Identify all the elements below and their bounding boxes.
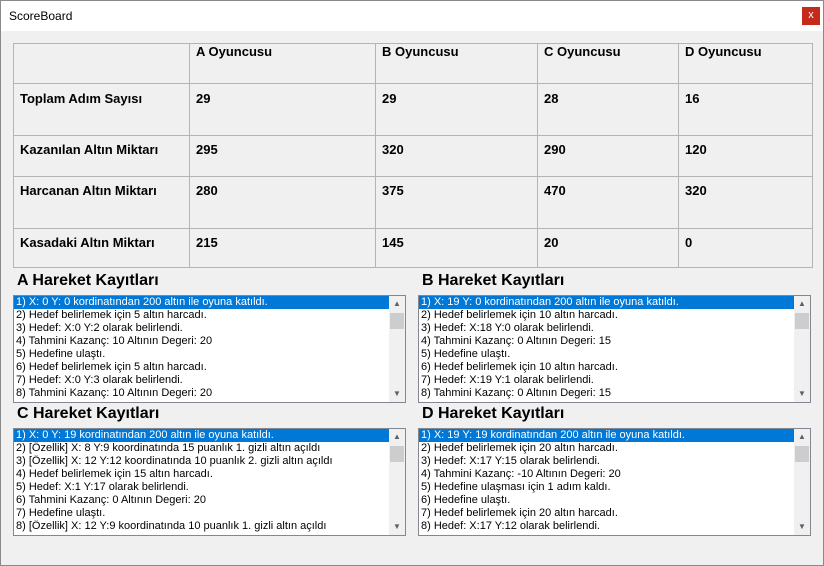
list-item[interactable]: 6) Hedef belirlemek için 5 altın harcadı. (16, 361, 207, 373)
table-row (14, 177, 813, 229)
row-label: Harcanan Altın Miktarı (14, 177, 190, 229)
cell-value: 29 (190, 84, 376, 136)
log-d-items (419, 429, 794, 533)
close-button[interactable]: x (802, 7, 820, 25)
log-c-items (14, 429, 389, 533)
header-player-b: B Oyuncusu (376, 44, 538, 84)
scroll-thumb[interactable] (390, 313, 404, 329)
cell-value: 375 (376, 177, 538, 229)
header-player-c: C Oyuncusu (538, 44, 679, 84)
log-a-listbox[interactable] (13, 295, 406, 403)
log-b-title: B Hareket Kayıtları (422, 272, 565, 289)
log-b-items (419, 296, 794, 400)
log-a-title: A Hareket Kayıtları (17, 272, 159, 289)
list-item[interactable]: 3) [Özellik] X: 12 Y:12 koordinatında 10 puanlık 2. gizli altın açıldı (16, 455, 333, 467)
list-item[interactable]: 2) Hedef belirlemek için 10 altın harcadı. (421, 309, 618, 321)
list-item[interactable]: 4) Tahmini Kazanç: 0 Altının Degeri: 15 (421, 335, 611, 347)
scroll-thumb[interactable] (795, 313, 809, 329)
log-c-scrollbar[interactable] (389, 429, 405, 535)
scroll-down-arrow-icon[interactable]: ▼ (393, 389, 401, 398)
list-item[interactable]: 4) Hedef belirlemek için 15 altın harcadı. (16, 468, 213, 480)
scroll-down-arrow-icon[interactable]: ▼ (393, 522, 401, 531)
list-item[interactable]: 6) Tahmini Kazanç: 0 Altının Degeri: 20 (16, 494, 206, 506)
list-item[interactable]: 1) X: 0 Y: 19 kordinatından 200 altın ile oyuna katıldı. (14, 429, 389, 442)
list-item[interactable]: 5) Hedefine ulaştı. (16, 348, 106, 360)
row-label: Kazanılan Altın Miktarı (14, 136, 190, 177)
cell-value: 28 (538, 84, 679, 136)
log-c-title: C Hareket Kayıtları (17, 405, 160, 422)
list-item[interactable]: 8) Tahmini Kazanç: 10 Altının Degeri: 20 (16, 387, 213, 399)
list-item[interactable]: 4) Tahmini Kazanç: -10 Altının Degeri: 20 (421, 468, 621, 480)
list-item[interactable]: 1) X: 19 Y: 19 kordinatından 200 altın ile oyuna katıldı. (419, 429, 794, 442)
row-label: Toplam Adım Sayısı (14, 84, 190, 136)
list-item[interactable]: 1) X: 0 Y: 0 kordinatından 200 altın ile oyuna katıldı. (14, 296, 389, 309)
header-player-d: D Oyuncusu (679, 44, 813, 84)
window-title: ScoreBoard (9, 9, 73, 23)
log-d-title: D Hareket Kayıtları (422, 405, 565, 422)
log-b-scrollbar[interactable] (794, 296, 810, 402)
log-a-scrollbar[interactable] (389, 296, 405, 402)
cell-value: 320 (376, 136, 538, 177)
scroll-up-arrow-icon[interactable]: ▲ (393, 299, 401, 308)
list-item[interactable]: 8) Hedef: X:17 Y:12 olarak belirlendi. (421, 520, 600, 532)
list-item[interactable]: 6) Hedefine ulaştı. (421, 494, 511, 506)
list-item[interactable]: 3) Hedef: X:17 Y:15 olarak belirlendi. (421, 455, 600, 467)
list-item[interactable]: 2) Hedef belirlemek için 20 altın harcadı. (421, 442, 618, 454)
list-item[interactable]: 6) Hedef belirlemek için 10 altın harcadı. (421, 361, 618, 373)
scroll-thumb[interactable] (390, 446, 404, 462)
list-item[interactable]: 5) Hedefine ulaşması için 1 adım kaldı. (421, 481, 611, 493)
cell-value: 16 (679, 84, 813, 136)
header-player-a: A Oyuncusu (190, 44, 376, 84)
score-table (13, 43, 813, 268)
list-item[interactable]: 5) Hedefine ulaştı. (421, 348, 511, 360)
title-bar (1, 1, 823, 31)
list-item[interactable]: 7) Hedefine ulaştı. (16, 507, 106, 519)
cell-value: 470 (538, 177, 679, 229)
list-item[interactable]: 2) [Özellik] X: 8 Y:9 koordinatında 15 puanlık 1. gizli altın açıldı (16, 442, 321, 454)
scroll-up-arrow-icon[interactable]: ▲ (393, 432, 401, 441)
table-header-row (14, 44, 813, 84)
log-a-items (14, 296, 389, 400)
list-item[interactable]: 3) Hedef: X:0 Y:2 olarak belirlendi. (16, 322, 183, 334)
cell-value: 0 (679, 229, 813, 268)
list-item[interactable]: 7) Hedef: X:0 Y:3 olarak belirlendi. (16, 374, 183, 386)
log-d-scrollbar[interactable] (794, 429, 810, 535)
cell-value: 320 (679, 177, 813, 229)
cell-value: 280 (190, 177, 376, 229)
list-item[interactable]: 2) Hedef belirlemek için 5 altın harcadı. (16, 309, 207, 321)
scroll-up-arrow-icon[interactable]: ▲ (798, 432, 806, 441)
list-item[interactable]: 8) [Özellik] X: 12 Y:9 koordinatında 10 puanlık 1. gizli altın açıldı (16, 520, 327, 532)
list-item[interactable]: 3) Hedef: X:18 Y:0 olarak belirlendi. (421, 322, 594, 334)
cell-value: 29 (376, 84, 538, 136)
cell-value: 290 (538, 136, 679, 177)
table-row (14, 136, 813, 177)
list-item[interactable]: 7) Hedef: X:19 Y:1 olarak belirlendi. (421, 374, 594, 386)
list-item[interactable]: 1) X: 19 Y: 0 kordinatından 200 altın ile oyuna katıldı. (419, 296, 794, 309)
scroll-down-arrow-icon[interactable]: ▼ (798, 389, 806, 398)
table-row (14, 84, 813, 136)
log-b-listbox[interactable] (418, 295, 811, 403)
header-empty (14, 44, 190, 84)
table-row (14, 229, 813, 268)
cell-value: 20 (538, 229, 679, 268)
list-item[interactable]: 7) Hedef belirlemek için 20 altın harcadı. (421, 507, 618, 519)
scroll-down-arrow-icon[interactable]: ▼ (798, 522, 806, 531)
scroll-up-arrow-icon[interactable]: ▲ (798, 299, 806, 308)
cell-value: 145 (376, 229, 538, 268)
cell-value: 120 (679, 136, 813, 177)
list-item[interactable]: 4) Tahmini Kazanç: 10 Altının Degeri: 20 (16, 335, 213, 347)
row-label: Kasadaki Altın Miktarı (14, 229, 190, 268)
log-c-listbox[interactable] (13, 428, 406, 536)
list-item[interactable]: 8) Tahmini Kazanç: 0 Altının Degeri: 15 (421, 387, 611, 399)
log-d-listbox[interactable] (418, 428, 811, 536)
scroll-thumb[interactable] (795, 446, 809, 462)
list-item[interactable]: 5) Hedef: X:1 Y:17 olarak belirlendi. (16, 481, 189, 493)
cell-value: 295 (190, 136, 376, 177)
cell-value: 215 (190, 229, 376, 268)
